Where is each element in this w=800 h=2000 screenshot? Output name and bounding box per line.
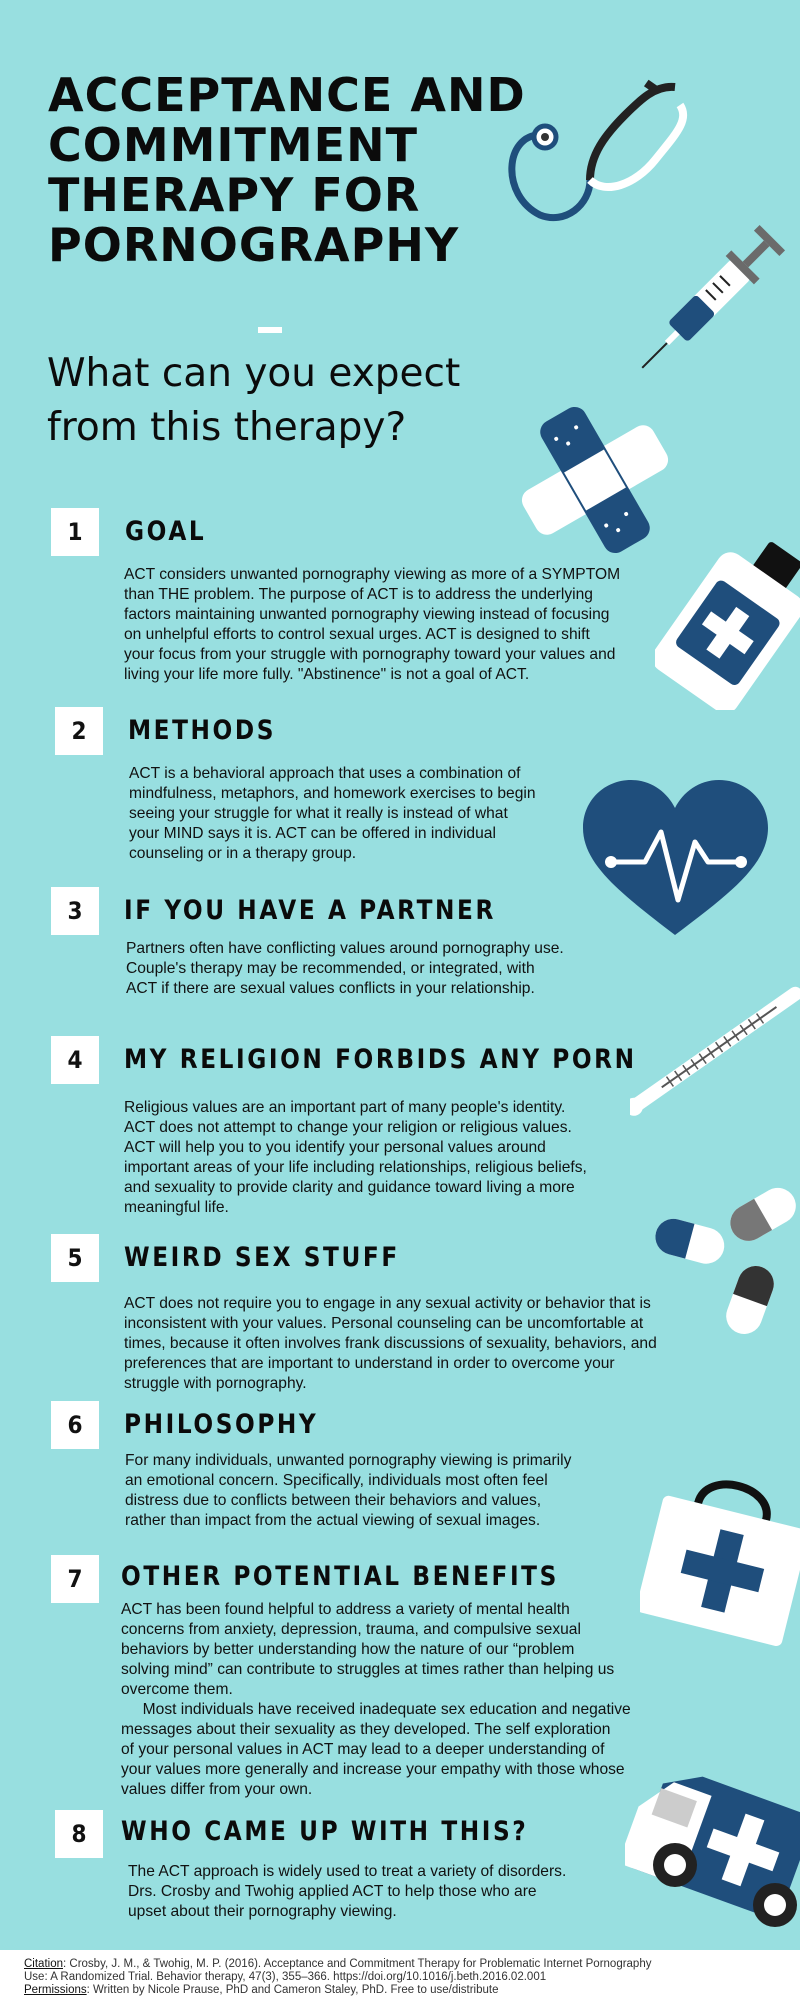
title-line: THERAPY FOR [48,168,421,222]
footer [0,1950,800,2000]
section-body-religion: Religious values are an important part of many people's identity. ACT does not attempt to change your religion or religious values. ACT will help you to you identify your personal values around important areas of your life including relationships, religious beliefs, and sexuality to provide clarity and guidance toward living a more meaningful life. [124,1099,587,1216]
section-body-methods: ACT is a behavioral approach that uses a combination of mindfulness, metaphors, and homework exercises to begin seeing your struggle for what it really is instead of what your MIND says it is. ACT can be offered in individual counseling or in a therapy group. [129,765,536,862]
syringe-icon [640,210,800,370]
medicine-bottle-icon [655,530,800,710]
stethoscope-icon [495,75,705,225]
subtitle-line: What can you expect [47,351,461,396]
section-heading-methods: METHODS [128,715,277,746]
section-number: 8 [55,1810,103,1858]
pills-icon [650,1180,800,1345]
section-heading-goal: GOAL [125,516,207,547]
section-number: 3 [51,887,99,935]
title-line: ACCEPTANCE AND [48,68,526,122]
heart-pulse-icon [583,780,768,940]
title-line: PORNOGRAPHY [48,218,460,272]
ambulance-icon [625,1765,800,1930]
permissions-line: Permissions: Written by Nicole Prause, PhD and Cameron Staley, PhD. Free to use/distribute [24,1984,499,1996]
section-heading-partner: IF YOU HAVE A PARTNER [124,895,496,926]
first-aid-kit-icon [640,1470,800,1650]
section-body-weird: ACT does not require you to engage in any sexual activity or behavior that is inconsistent with your values. Personal counseling can be uncomfortable at times, because it often involves frank discussions of sexuality, behaviors, and preferences that are important to understand in order to overcome your struggle with pornography. [124,1295,657,1392]
section-heading-benefits: OTHER POTENTIAL BENEFITS [121,1561,559,1592]
section-body-philosophy: For many individuals, unwanted pornography viewing is primarily an emotional concern. Specifically, individuals most often feel distress due to conflicts between their behaviors and values, rather than impact from the actual viewing of sexual images. [125,1452,572,1529]
section-body-partner: Partners often have conflicting values around pornography use. Couple's therapy may be recommended, or integrated, with ACT if there are sexual values conflicts in your relationship. [126,940,564,997]
section-number: 5 [51,1234,99,1282]
section-number: 2 [55,707,103,755]
page-title [48,70,568,270]
section-heading-philosophy: PHILOSOPHY [124,1409,319,1440]
title-divider [258,327,282,333]
permissions-label: Permissions [24,1984,87,1996]
section-heading-religion: MY RELIGION FORBIDS ANY PORN [124,1044,637,1075]
citation-line: Citation: Crosby, J. M., & Twohig, M. P. (2016). Acceptance and Commitment Therapy for Problematic Internet Pornography [24,1958,652,1970]
title-line: COMMITMENT [48,118,418,172]
subtitle-line: from this therapy? [47,405,407,450]
citation-label: Citation [24,1958,63,1970]
section-heading-weird: WEIRD SEX STUFF [124,1242,400,1273]
section-number: 6 [51,1401,99,1449]
section-heading-who: WHO CAME UP WITH THIS? [121,1816,529,1847]
citation-line-2: Use: A Randomized Trial. Behavior therapy, 47(3), 355–366. https://doi.org/10.1016/j.beth.2016.02.001 [24,1971,547,1983]
thermometer-icon [630,975,800,1125]
section-number: 7 [51,1555,99,1603]
section-body-who: The ACT approach is widely used to treat a variety of disorders. Drs. Crosby and Twohig applied ACT to help those who are upset about their pornography viewing. [128,1863,567,1920]
bandage-icon [515,405,675,555]
section-body-goal: ACT considers unwanted pornography viewing as more of a SYMPTOM than THE problem. The purpose of ACT is to address the underlying factors maintaining unwanted pornography viewing instead of focusing on unhelpful efforts to control sexual urges. ACT is designed to shift your focus from your struggle with pornography toward your values and living your life more fully. "Abstinence" is not a goal of ACT. [124,566,621,683]
section-number: 4 [51,1036,99,1084]
page-subtitle [47,347,517,455]
section-body-benefits: ACT has been found helpful to address a variety of mental health concerns from anxiety, depression, trauma, and compulsive sexual behaviors by better understanding how the nature of our “problem solving mind” can contribute to struggles at times rather than helping us overcome them. Most individuals have received inadequate sex education and negative messages about their sexuality as they developed. The self exploration of your personal values in ACT may lead to a deeper understanding of your values more generally and increase your empathy with those whose values differ from your own. [121,1601,631,1798]
section-number: 1 [51,508,99,556]
